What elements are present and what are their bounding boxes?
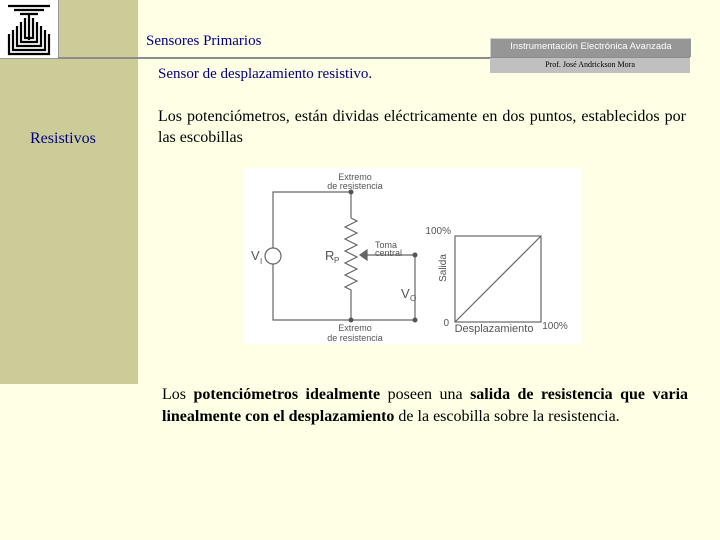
output-voltage-subscript: O <box>410 294 417 303</box>
y-min-label: 0 <box>443 318 449 329</box>
linear-response-line <box>455 236 541 322</box>
slide-subtitle: Sensor de desplazamiento resistivo. <box>158 66 373 82</box>
output-voltage-label: V <box>401 286 410 301</box>
tap-label-2: central <box>375 248 403 258</box>
input-voltage-label: V <box>251 248 260 263</box>
resistor-icon <box>345 218 357 294</box>
resistor-subscript: P <box>334 256 340 265</box>
conclusion-text-3: de la escobilla sobre la resistencia. <box>394 408 620 425</box>
professor-name-box: Prof. José Andrickson Mora <box>490 58 690 73</box>
conclusion-text-1: Los <box>162 386 194 403</box>
bottom-end-label: Extremo <box>338 323 372 333</box>
y-max-label: 100% <box>425 226 451 237</box>
top-end-label: Extremo <box>338 172 372 182</box>
conclusion-text-2: poseen una <box>380 386 471 403</box>
wiper-arrow-icon <box>360 250 367 260</box>
conclusion-bold-1: potenciómetros idealmente <box>193 386 381 403</box>
sidebar-topic-label: Resistivos <box>30 130 96 147</box>
resistor-label: R <box>325 248 335 263</box>
potentiometer-diagram <box>243 168 581 344</box>
conclusion-bold-2: salida de resistencia que varia linealmente con el desplazamiento <box>162 386 689 425</box>
course-name-box: Instrumentación Electrónica Avanzada <box>490 38 691 57</box>
tap-label: Toma <box>375 240 398 250</box>
x-max-label: 100% <box>542 321 568 332</box>
top-end-label-2: de resistencia <box>327 181 383 191</box>
conclusion-paragraph <box>162 384 688 428</box>
voltage-source-icon <box>265 248 281 264</box>
input-voltage-subscript: I <box>260 257 263 266</box>
x-axis-label: Desplazamiento <box>454 323 534 335</box>
bottom-end-label-2: de resistencia <box>327 333 383 343</box>
intro-paragraph: Los potenciómetros, están dividas eléctricamente en dos puntos, establecidos por las escobillas <box>158 108 686 146</box>
transfer-graph <box>425 226 567 335</box>
y-axis-label: Salida <box>438 254 449 282</box>
institution-logo-icon <box>0 0 59 59</box>
section-title: Sensores Primarios <box>146 33 262 49</box>
